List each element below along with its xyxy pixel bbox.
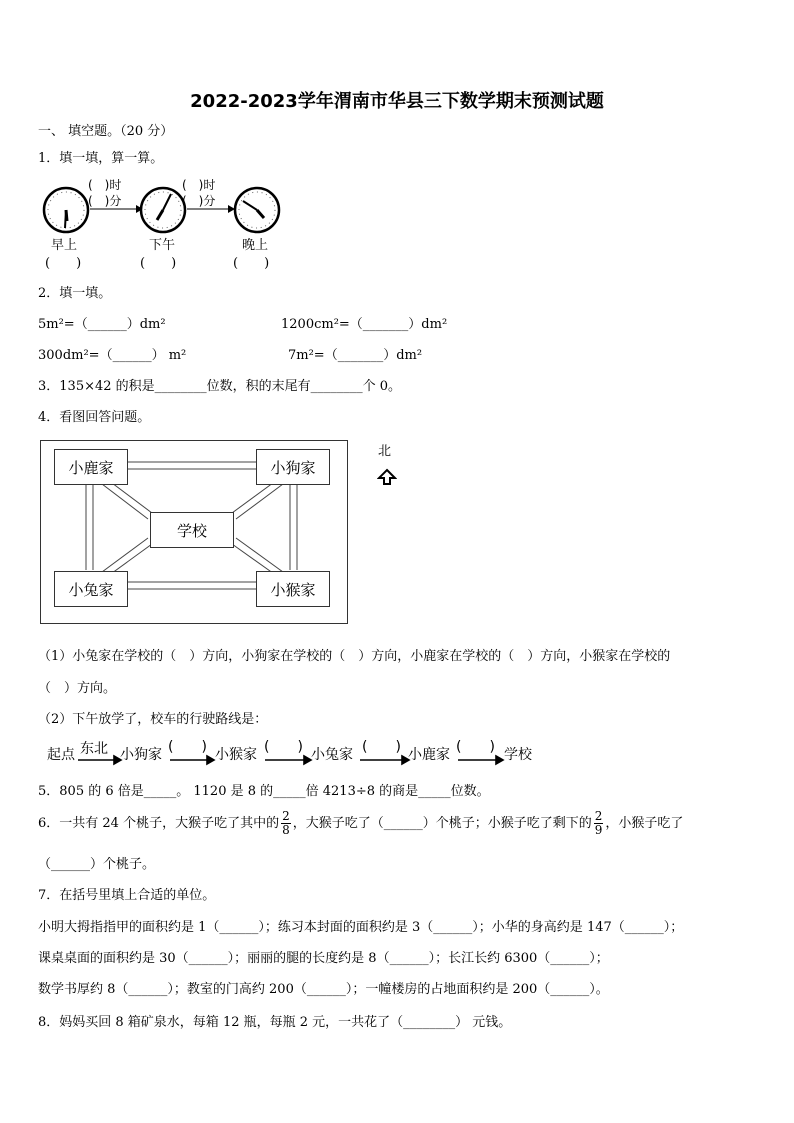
question-2: 2．填一填。	[38, 286, 112, 301]
route-stop: 小鹿家	[408, 747, 450, 763]
fraction	[281, 810, 291, 837]
north-label: 北	[378, 444, 392, 459]
clock-icon	[235, 188, 279, 232]
page-title: 2022-2023学年渭南市华县三下数学期末预测试题	[190, 91, 604, 112]
fraction-numerator: 2	[282, 809, 290, 823]
route-blank[interactable]: ( )	[362, 739, 401, 755]
clock-label: 晚上	[242, 238, 269, 253]
clock-icon	[44, 188, 88, 232]
map-rabbit-house: 小兔家	[54, 571, 128, 607]
map-school: 学校	[150, 512, 234, 548]
conversion-item: 7m²=（_______）dm²	[288, 348, 423, 363]
question-6-text: ，大猴子吃了（______）个桃子；小猴子吃了剩下的	[292, 816, 592, 831]
clock-icon	[141, 188, 185, 232]
map-deer-house: 小鹿家	[54, 449, 128, 485]
route-blank[interactable]: ( )	[456, 739, 495, 755]
question-8: 8．妈妈买回 8 箱矿泉水，每箱 12 瓶，每瓶 2 元，一共花了（________） 元钱。	[38, 1015, 512, 1030]
question-5: 5．805 的 6 倍是_____。 1120 是 8 的_____倍 4213÷8 的商是_____位数。	[38, 784, 490, 799]
arrow-hour-label: ( )时	[182, 178, 216, 192]
arrow-minute-label: ( )分	[88, 194, 122, 208]
question-6-text: 6．一共有 24 个桃子，大猴子吃了其中的	[38, 816, 280, 831]
route-first-direction: 东北	[80, 741, 108, 757]
question-7-line: 小明大拇指指甲的面积约是 1（______）；练习本封面的面积约是 3（______）；小华的身高约是 147（______）；	[38, 920, 684, 935]
north-arrow-icon	[377, 468, 397, 486]
question-1: 1．填一填，算一算。	[38, 151, 164, 166]
clock-answer-blank[interactable]: ( )	[45, 256, 82, 271]
clock-label: 早上	[51, 238, 78, 253]
question-4-part-1: （1）小兔家在学校的（ ）方向，小狗家在学校的（ ）方向，小鹿家在学校的（ ）方向，小猴家在学校的	[38, 649, 671, 664]
question-4-part-2: （2）下午放学了，校车的行驶路线是：	[38, 712, 268, 727]
route-stop: 学校	[504, 747, 532, 763]
conversion-item: 300dm²=（______） m²	[38, 348, 187, 363]
question-6-cont: （______）个桃子。	[38, 857, 156, 872]
section-heading: 一、 填空题。（20 分）	[38, 124, 174, 139]
question-3: 3．135×42 的积是________位数，积的末尾有________个 0。	[38, 379, 402, 394]
question-7-line: 课桌桌面的面积约是 30（______）；丽丽的腿的长度约是 8（______）；长江长约 6300（______）；	[38, 951, 609, 966]
question-4-part-1-cont: （ ）方向。	[38, 681, 117, 696]
route-stop: 小兔家	[311, 747, 353, 763]
route-blank[interactable]: ( )	[168, 739, 207, 755]
question-7: 7．在括号里填上合适的单位。	[38, 888, 216, 903]
question-7-line: 数学书厚约 8（______）；教室的门高约 200（______）；一幢楼房的占地面积约是 200（______）。	[38, 982, 609, 997]
route-stop: 小猴家	[215, 747, 257, 763]
arrow-minute-label: ( )分	[182, 194, 216, 208]
question-6	[38, 810, 683, 837]
route-stop: 小狗家	[120, 747, 162, 763]
question-6-text: ，小猴子吃了	[605, 816, 684, 831]
conversion-item: 1200cm²=（_______）dm²	[281, 317, 448, 332]
fraction-denominator: 8	[282, 823, 290, 837]
map-dog-house: 小狗家	[256, 449, 330, 485]
arrow-hour-label: ( )时	[88, 178, 122, 192]
map-monkey-house: 小猴家	[256, 571, 330, 607]
fraction-numerator: 2	[594, 809, 603, 823]
clock-label: 下午	[149, 238, 176, 253]
conversion-item: 5m²=（______）dm²	[38, 317, 166, 332]
clock-answer-blank[interactable]: ( )	[140, 256, 177, 271]
fraction-denominator: 9	[594, 823, 603, 837]
clock-answer-blank[interactable]: ( )	[233, 256, 270, 271]
question-4: 4．看图回答问题。	[38, 410, 151, 425]
route-blank[interactable]: ( )	[264, 739, 303, 755]
route-start: 起点	[47, 747, 75, 763]
fraction	[594, 810, 604, 837]
